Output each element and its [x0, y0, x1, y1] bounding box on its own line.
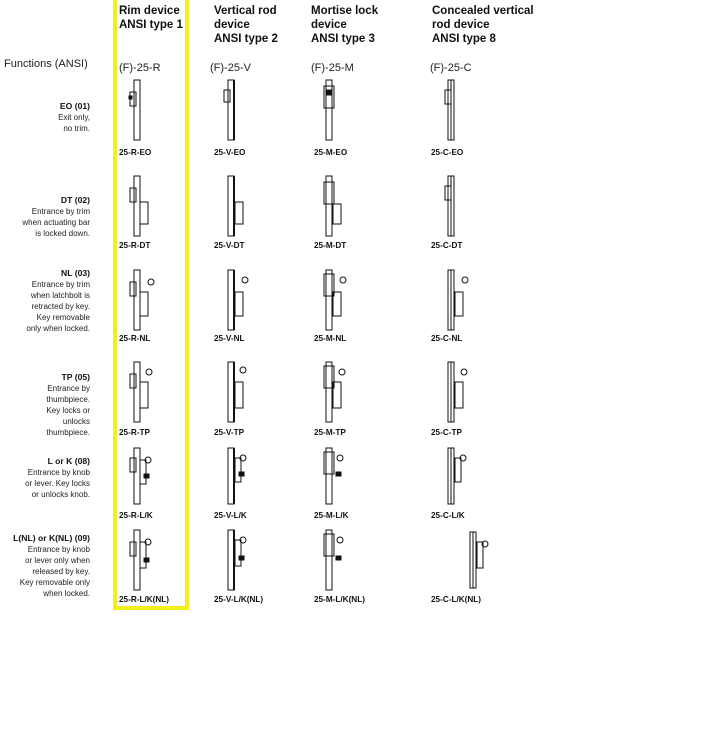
concealed-rod-device-tp-diagram [440, 360, 472, 424]
vertical-rod-device-dt-diagram [220, 174, 250, 238]
device-code: 25-M-L/K [314, 511, 349, 520]
column-heading-vertical-rod: Vertical rod device ANSI type 2 [214, 5, 278, 45]
device-code: 25-C-EO [431, 148, 464, 157]
device-code: 25-M-DT [314, 241, 347, 250]
device-code: 25-V-EO [214, 148, 246, 157]
row-title: L(NL) or K(NL) (09) [13, 533, 90, 543]
row-description: Entrance by knob or lever only when released by key. Key removable only when locked. [19, 545, 90, 598]
row-title: L or K (08) [47, 456, 90, 466]
mortise-device-eo-diagram [318, 78, 342, 142]
row-label-eo [0, 101, 90, 134]
device-code: 25-C-DT [431, 241, 463, 250]
row-title: DT (02) [60, 195, 90, 205]
mortise-device-lk-nl-diagram [318, 528, 350, 592]
row-label-dt [0, 195, 90, 239]
device-code: 25-C-L/K [431, 511, 465, 520]
vertical-rod-device-eo-diagram [220, 78, 244, 142]
device-code: 25-R-DT [119, 241, 151, 250]
row-description: Entrance by trim when latchbolt is retracted by key. Key removable only when locked. [26, 280, 90, 333]
column-heading-concealed-vertical-rod: Concealed vertical rod device ANSI type 8 [432, 5, 534, 45]
row-title: TP (05) [61, 372, 90, 382]
model-vertical-rod: (F)-25-V [210, 62, 251, 74]
concealed-rod-device-lk-nl-diagram [462, 530, 494, 594]
row-label-l-nl-or-k-nl [0, 533, 90, 599]
mortise-device-lk-diagram [318, 446, 350, 506]
concealed-rod-device-lk-diagram [440, 446, 472, 506]
rim-device-lk-nl-diagram [126, 528, 158, 592]
row-description: Entrance by knob or lever. Key locks or unlocks knob. [25, 468, 90, 499]
device-code: 25-M-EO [314, 148, 348, 157]
row-description: Entrance by thumbpiece. Key locks or unlocks thumbpiece. [46, 384, 90, 437]
concealed-rod-device-eo-diagram [440, 78, 464, 142]
vertical-rod-device-lk-nl-diagram [220, 528, 252, 592]
row-description: Exit only, no trim. [58, 113, 90, 133]
functions-header: Functions (ANSI) [4, 58, 88, 70]
mortise-device-dt-diagram [318, 174, 348, 238]
device-code: 25-R-TP [119, 428, 150, 437]
device-code: 25-V-L/K(NL) [214, 595, 264, 604]
vertical-rod-device-lk-diagram [220, 446, 252, 506]
row-label-tp [0, 372, 90, 438]
device-code: 25-C-TP [431, 428, 462, 437]
device-code: 25-V-TP [214, 428, 245, 437]
mortise-device-nl-diagram [318, 268, 350, 332]
device-code: 25-C-L/K(NL) [431, 595, 482, 604]
device-code: 25-V-L/K [214, 511, 247, 520]
rim-device-eo-diagram [126, 78, 150, 142]
row-label-nl [0, 268, 90, 334]
model-concealed-vertical-rod: (F)-25-C [430, 62, 472, 74]
mortise-device-tp-diagram [318, 360, 350, 424]
concealed-rod-device-dt-diagram [440, 174, 470, 238]
device-code: 25-V-DT [214, 241, 245, 250]
column-heading-rim: Rim device ANSI type 1 [119, 5, 183, 31]
column-heading-mortise: Mortise lock device ANSI type 3 [311, 5, 379, 45]
concealed-rod-device-nl-diagram [440, 268, 472, 332]
model-rim: (F)-25-R [119, 62, 161, 74]
rim-device-dt-diagram [126, 174, 156, 238]
device-code: 25-V-NL [214, 334, 245, 343]
row-description: Entrance by trim when actuating bar is locked down. [22, 207, 90, 238]
row-title: NL (03) [61, 268, 90, 278]
vertical-rod-device-nl-diagram [220, 268, 252, 332]
device-code: 25-R-L/K [119, 511, 153, 520]
row-title: EO (01) [59, 101, 90, 111]
device-code: 25-R-NL [119, 334, 151, 343]
row-label-l-or-k [0, 456, 90, 500]
device-code: 25-R-EO [119, 148, 152, 157]
vertical-rod-device-tp-diagram [220, 360, 252, 424]
rim-device-lk-diagram [126, 446, 158, 506]
device-code: 25-M-NL [314, 334, 347, 343]
model-mortise: (F)-25-M [311, 62, 354, 74]
device-code: 25-M-TP [314, 428, 346, 437]
rim-device-nl-diagram [126, 268, 158, 332]
rim-device-tp-diagram [126, 360, 158, 424]
device-code: 25-M-L/K(NL) [314, 595, 365, 604]
device-code: 25-C-NL [431, 334, 463, 343]
device-code: 25-R-L/K(NL) [119, 595, 170, 604]
